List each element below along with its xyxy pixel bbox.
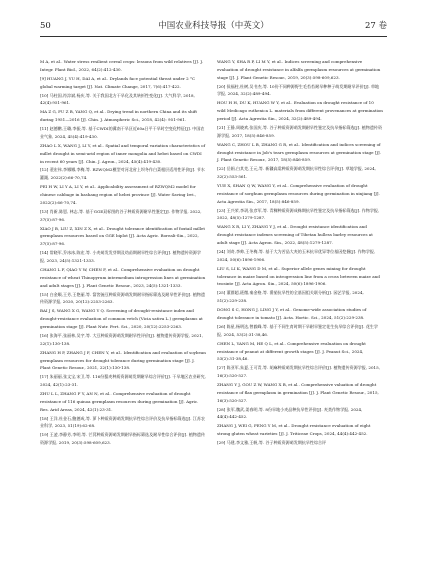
- reference-entry: [13] 肖新,陈恩, 林志,等. 基于GGE双标图的谷子种质资源耐旱性鉴定[J]. 作物学报, 2022, 37(5):87-96.: [40, 208, 202, 222]
- reference-entry: [17] 朱丽丽,张文宝,宋卫,等. 116份藜麦种质资源萌发期耐旱综合评价[J]. 干旱地区农业研究, 2024, 42(1):23-31.: [40, 374, 206, 388]
- reference-entry: ZHANG J, WEI G, FENG Y M, et al.. Drought resistance evaluation of eight strong gluten wheat varieties [J]. J. Triticeae Crops, 2024, 44(4):442-452.: [217, 423, 371, 437]
- running-header: [40, 16, 387, 37]
- reference-entry: [9] HUANG J, YU H, DAI A, et al.. Drylands face potential threat under 2 °C global warming target [J]. Nat. Climate Change, 2017, 7(6):417-422.: [40, 75, 196, 89]
- reference-entry: [16] 张海平,张丽林,吴宇,等. 大豆种质资源萌发期耐旱性评价[J]. 植物遗传资源学报, 2021, 22(1):130-138.: [40, 332, 203, 346]
- reference-entry: [22] 岳娟,白其羌,王元,等. 新疆高粱种质资源萌发期抗旱性综合评价[J]. 草地学报, 2024, 32(2):553-561.: [217, 166, 376, 180]
- reference-entry: [26] 陈星,杨明达,曾毅峰,等. 基于不同生育时期干旱耐旱鉴定花生抗旱综合评价[J]. 花生学报, 2024, 53(2):31-38,46.: [217, 323, 378, 337]
- reference-entry: ZHAO L X, WANG J, LI Y, et al.. Spatial and temporal variation characteristics of millet drought in semi-arid region of inner mongolia and hebei based on CWDI in recent 60 years [J]. Chin. J. Agron., 2024, 45(4):419-430.: [40, 142, 206, 164]
- reference-entry: [28] 张军,魏武,姜春明,等. 8份旱地小麦品种抗旱性评价[J]. 麦类作物学报, 2024, 44(4):442-452.: [217, 406, 363, 420]
- reference-entry: ZHANG Y J, GOU Z W, WANG X B, et al.. Comprehensive valuation of drought resistance of flax germplasm in germination [J]. J. Plant Genetic Resour., 2015, 16(3):520-527.: [217, 382, 379, 403]
- reference-entry: [15] 白金顺,王芳,王艳丽,等. 箭筈豌豆种质资源萌发期耐旱指标筛选及耐旱性评价[J]. 植物遗传资源学报, 2020, 20(12):2253-2263.: [40, 291, 206, 305]
- reference-entry: LIU S, LI K, WANG D M, et al.. Superior allele genes mining for drought tolerance in maize based on introgression line from a cross between maize and teosinte [J]. Acta Agron. Sin., 2024, 50(6):1896-1906.: [217, 265, 380, 287]
- reference-entry: [25] 董群超,班微,秦金格,等. 番茄抗旱性的全基因组关联分析[J]. 园艺学报, 2024, 51(2):229-238.: [217, 290, 364, 304]
- reference-entry: WANG Y, SHA R P, LI M Y, et al.. Indices screening and comprehensive evaluation of drought resistance in alfalfa germplasm resources at germination stage [J]. J. Plant Genetic Resour., 2019, 20(3):598-609,623.: [217, 59, 381, 80]
- references-right-column: [217, 58, 383, 448]
- reference-entry: CHEN L, YANG M, HE Q L, et al.. Comprehensive evaluation on drought resistance of peanut at different growth stages [J]. J. Peanut Sci., 2024, 53(2):31-38,46.: [217, 340, 366, 362]
- reference-entry: CHANG L F, QIAO Y W, CHEN F, et al.. Comprehensive evaluation on drought resistance of wheat Thinopyrum intermedium introgression lines at germination and adult stages [J]. J. Plant Genetic Resour., 2023, 24(5):1321-1333.: [40, 266, 206, 288]
- reference-entry: [24] 刘奇,李帅,王冬梅,等. 基于大为苦品大麦的玉米抗旱优异等位基因挖掘[J]. 作物学报, 2024, 50(6):1896-1906.: [217, 249, 376, 262]
- reference-entry: [19] 王凌,李静芳,李明,等. 芒萁种质资源萌发期耐旱指标筛选及耐旱性综合评价[J]. 植物遗传资源学报, 2019, 20(3):598-609,623.: [40, 432, 206, 446]
- reference-entry: [10] 马柱国,符淙斌,杨庆,等. 关于我国北方干旱化及其转折性变化[J]. 大气科学, 2018, 42(4):951-961.: [40, 92, 195, 106]
- reference-entry: YUE X, SHAN Q W, WANG Y, et al.. Comprehensive evaluation of drought resistance of sorghum germplasm resources during germination in xinjiang [J]. Acta Agrestia Sin., 2017, 18(5):846-859.: [217, 183, 380, 204]
- reference-entry: [27] 陈亚军,朱夏,王可青,等. 胡麻种质萌发期抗旱性综合评价[J]. 植物遗传资源学报, 2015, 16(3):520-527.: [217, 365, 380, 379]
- reference-entry: ZHU L L, ZHANG F Y, AN N, et al.. Comprehensive evaluation of drought resistance of 116 quinoa germplasm resources during germination [J]. Agric. Res. Arid Areas, 2024, 42(1):23-31.: [40, 391, 199, 412]
- reference-entry: [23] 王兴荣,李玥,张彦军,等. 青稞种质资源成株期抗旱性鉴定及抗旱指标筛选[J]. 作物学报, 2022, 48(5):1279-1287.: [217, 207, 380, 221]
- reference-entry: WANG C, ZHOU L B, ZHANG G R, et al.. Identification and indices screening of drought resistance in Job's tears germplasm resources at germination stage [J]. J. Plant Genetic Resour., 2017, 18(5):846-859.: [217, 141, 381, 163]
- references-left-column: [40, 58, 206, 448]
- reference-entry: PEI H W, LI Y A, LI Y, et al.. Applicability assessment of RZWQM2 model for chinese cabbage in bashang region of hebei province [J]. Water Saving Irri., 2022(2):66-70,74.: [40, 184, 197, 205]
- page-number: 50: [40, 21, 51, 31]
- reference-entry: [29] 马建,李文雅,王帆,等. 谷子种质资源萌发期抗旱性综合评: [217, 440, 327, 446]
- reference-entry: XIAO J B, LIU Z, XIN Z X, et al.. Drought tolerance identification of foxtail millet germplasm resources based on GGE biplot [J]. Acta Agric. Boreali-Sin., 2022, 37(5):87-96.: [40, 225, 206, 247]
- reference-entry: BAI J S, WANG X G, WANG Y Q. Screening of drought-resistance index and drought-resistance evaluation of common vetch (Vicia sativa L.) germplasms at germination stage [J]. Plant Nutr. Fert. Sci., 2020, 20(12):2253-2263.: [40, 308, 203, 329]
- volume-label: 27 卷: [364, 21, 387, 31]
- reference-entry: [12] 裴宏伟,李娜娜,李梅,等. RZWQM2模型对河北省上坝冬作白菜根层适用性评价[J]. 节水灌溉, 2022(2):66-70,74.: [40, 167, 205, 181]
- reference-entry: ZHANG H P, ZHANG J F, CHEN Y, et al.. Identification and evaluation of soybean germplasm resources for drought tolerance during germination stage [J]. J. Plant Genetic Resour., 2021, 22(1):130-138.: [40, 349, 206, 371]
- reference-entry: HOU H H, DU K, HUANG W Y, et al.. Evaluation on drought resistance of 10 wild Medicago ruthenica L. materials from different provenances at germination period [J]. Acta Agrestia Sin., 2024, 32(2):489-494.: [217, 100, 383, 121]
- reference-entry: M A, et al.. Water stress resilient cereal crops: lessons from wild relatives [J]. J. Integr. Plant Biol., 2022, 64(2):412-430.: [40, 59, 203, 72]
- reference-entry: [14] 常晓军,乔冰冰,陈宏,等. 小麦萌发发芽期及幼苗期耐旱性综合评价[J]. 植物遗传资源学报, 2023, 24(5):1321-1333.: [40, 250, 201, 263]
- reference-entry: WANG X R, LI Y, ZHANG Y J, et al.. Drought resistance identification and drought resistance indexes screening of Tibetan hulless barley resources at adult stage [J]. Acta Agron. Sin., 2022, 48(5):1279-1287.: [217, 224, 373, 246]
- reference-entry: [21] 王静,周晓欢,张国庆,等. 谷子种质资源萌发期耐旱性鉴定及抗旱指标筛选[J]. 植物遗传资源学报, 2017, 18(5):846-859.: [217, 124, 383, 138]
- reference-entry: MA Z G, FU Z B, YANG Q, et al.. Drying trend in northern China and its shift during 1951—2016 [J]. Chin. J. Atmospheric Sci., 2018, 42(4): 951-961.: [40, 109, 198, 123]
- reference-entry: [18] 王洋,杜金石,鲍德成,等. 萝卜种质资源萌发期抗旱性综合评价及抗旱指标筛选[J]. 江苏农业科学, 2023, 51(19):62-68.: [40, 415, 206, 429]
- reference-entry: [20] 侯福柱,杜树,吴书杰,等. 10份不同种源野生毛苔苔耐旱种种子萌发期耐旱评价[J]. 草地学报, 2024, 32(2):489-494.: [217, 83, 380, 97]
- reference-entry: DONG S C, HONG J, LING J Y, et al.. Genome-wide association studies of drought tolerance in tomato [J]. Acta. Hortic. Sci., 2024, 51(2):229-238.: [217, 307, 367, 320]
- reference-entry: [11] 赵德鹏,王璐,李振,等. 基于CWDI的冀南干旱区近60a日平干旱时空变化特征[J]. 中国农业气象, 2024, 45(4):419-430.: [40, 126, 205, 139]
- journal-title: 中国农业科技导报（中英文）: [158, 21, 269, 31]
